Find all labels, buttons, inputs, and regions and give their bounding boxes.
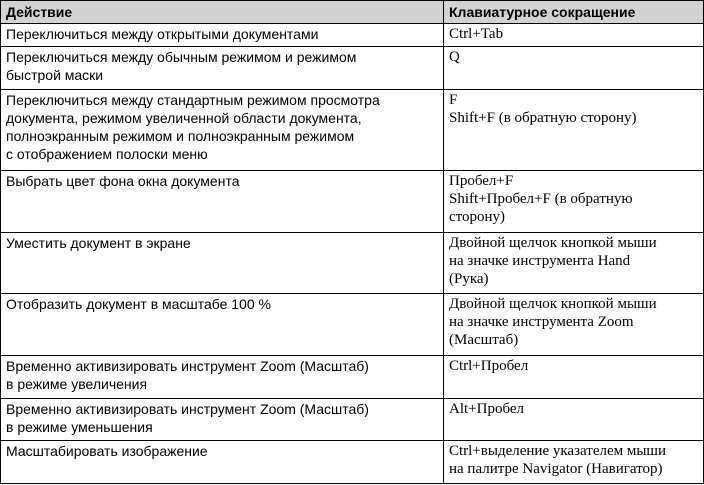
table-row [1, 90, 704, 171]
action-text: Отобразить документ в масштабе 100 % [6, 296, 271, 313]
action-text: полноэкранным режимом и полноэкранным режимом [6, 128, 355, 144]
shortcut-cell [444, 294, 704, 356]
shortcut-text: F [449, 92, 458, 108]
action-text: Уместить документ в экране [6, 234, 191, 251]
header-row [1, 1, 704, 24]
action-cell [1, 47, 444, 90]
shortcut-text: Двойной щелчок кнопкой мыши [449, 296, 657, 313]
shortcut-cell [444, 398, 704, 441]
shortcut-text: Alt+Пробел [449, 400, 525, 417]
shortcut-text: Ctrl+выделение указателем мыши [449, 443, 667, 460]
table-row [1, 441, 704, 484]
shortcut-text: Ctrl+Пробел [449, 358, 529, 375]
shortcut-text: Shift+Пробел+F (в обратную [449, 190, 633, 207]
action-text: Временно активизировать инструмент Zoom (Масштаб) [6, 400, 369, 417]
action-text: Масштабировать изображение [6, 443, 208, 460]
shortcut-text: на палитре Navigator (Навигатор) [449, 461, 663, 478]
shortcut-text: Пробел+F [449, 172, 514, 189]
shortcut-text: на значке инструмента Hand [449, 252, 631, 269]
action-text: Переключиться между открытыми документами [6, 26, 319, 42]
action-text: Временно активизировать инструмент Zoom (Масштаб) [6, 358, 369, 375]
action-cell [1, 90, 444, 171]
action-cell [1, 398, 444, 441]
table-row [1, 398, 704, 441]
action-text: с отображением полоски меню [6, 146, 208, 162]
shortcut-cell [444, 356, 704, 399]
action-cell [1, 232, 444, 294]
shortcut-cell [444, 441, 704, 484]
shortcut-text: на значке инструмента Zoom [449, 314, 634, 331]
table-row [1, 356, 704, 399]
shortcut-text: Shift+F (в обратную сторону) [449, 110, 637, 126]
header-action: Действие [1, 1, 444, 24]
shortcut-text: Двойной щелчок кнопкой мыши [449, 234, 657, 251]
table-row [1, 170, 704, 232]
action-text: документа, режимом увеличенной области документа, [6, 110, 362, 126]
action-text: в режиме увеличения [6, 376, 148, 393]
action-cell [1, 356, 444, 399]
header-shortcut: Клавиатурное сокращение [444, 1, 704, 24]
shortcut-cell [444, 170, 704, 232]
shortcut-cell [444, 24, 704, 47]
action-text: в режиме уменьшения [6, 418, 153, 435]
action-cell [1, 294, 444, 356]
action-text: быстрой маски [6, 67, 104, 84]
action-cell [1, 441, 444, 484]
shortcut-text: Q [449, 49, 460, 66]
action-cell [1, 170, 444, 232]
shortcut-text: сторону) [449, 208, 506, 225]
shortcut-cell [444, 90, 704, 171]
table-row [1, 232, 704, 294]
action-text: Переключиться между стандартным режимом просмотра [6, 92, 380, 108]
table-row [1, 24, 704, 47]
shortcut-text: (Масштаб) [449, 332, 519, 349]
action-text: Переключиться между обычным режимом и режимом [6, 49, 357, 66]
table-row [1, 47, 704, 90]
shortcut-cell [444, 232, 704, 294]
shortcut-text: Ctrl+Tab [449, 26, 504, 42]
shortcut-cell [444, 47, 704, 90]
action-cell [1, 24, 444, 47]
shortcut-text: (Рука) [449, 270, 489, 287]
table-row [1, 294, 704, 356]
action-text: Выбрать цвет фона окна документа [6, 172, 240, 189]
